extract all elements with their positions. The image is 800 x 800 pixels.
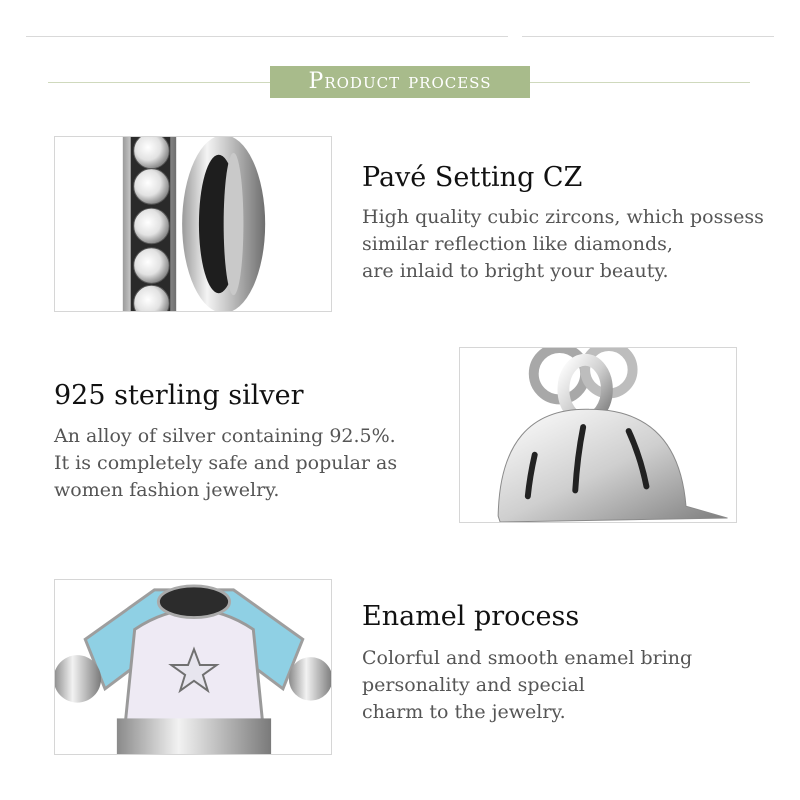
ring-with-zircons-photo [54, 136, 332, 312]
section-1-line-3: are inlaid to bright your beauty. [362, 260, 669, 282]
top-divider-right [522, 36, 774, 37]
section-2-line-2: It is completely safe and popular as [54, 452, 398, 474]
section-1-title: Pavé Setting CZ [362, 162, 583, 193]
banner-line-left [48, 82, 270, 83]
section-3-line-3: charm to the jewelry. [362, 701, 566, 723]
section-3-description [362, 645, 692, 726]
section-3-line-2: personality and special [362, 674, 585, 696]
top-divider-left [26, 36, 508, 37]
section-2-title: 925 sterling silver [54, 380, 304, 411]
section-2-line-3: women fashion jewelry. [54, 479, 280, 501]
banner-line-right [530, 82, 750, 83]
section-2-line-1: An alloy of silver containing 92.5%. [54, 425, 396, 447]
section-2-description [54, 423, 397, 504]
section-1-description [362, 204, 764, 285]
section-1-line-2: similar reflection like diamonds, [362, 233, 673, 255]
section-3-line-1: Colorful and smooth enamel bring [362, 647, 693, 669]
silver-cap-charm-photo [459, 347, 737, 523]
section-banner: Product process [270, 66, 530, 98]
section-3-title: Enamel process [362, 601, 580, 632]
section-1-line-1: High quality cubic zircons, which possess [362, 206, 764, 228]
enamel-boy-charm-photo [54, 579, 332, 755]
